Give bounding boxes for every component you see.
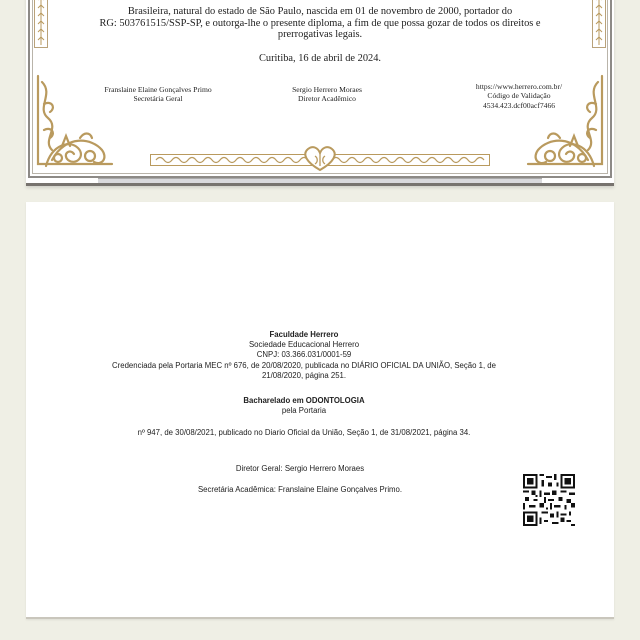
cnpj: CNPJ: 03.366.031/0001-59 <box>256 350 352 360</box>
signature-name: Franslaine Elaine Gonçalves Primo <box>104 85 212 94</box>
center-heart-ornament-icon <box>300 144 340 172</box>
degree-title: Bacharelado em ODONTOLOGIA <box>243 396 365 405</box>
portaria-detail: nº 947, de 30/08/2021, publicado no Diario Oficial da União, Seção 1, de 31/08/2021, página 34. <box>137 428 471 437</box>
diploma-body-text <box>86 6 554 41</box>
left-side-ornament-band <box>34 0 48 48</box>
signature-role: Secretária Geral <box>133 94 183 104</box>
validation-url: https://www.herrero.com.br/ <box>475 82 563 91</box>
director-general: Diretor Geral: Sergio Herrero Moraes <box>235 464 365 473</box>
institution-block <box>34 330 574 381</box>
place-and-date: Curitiba, 16 de abril de 2024. <box>258 53 382 64</box>
signature-name: Sergio Herrero Moraes <box>292 85 362 94</box>
diploma-back-page <box>26 202 614 619</box>
signature-role: Diretor Acadêmico <box>298 94 356 104</box>
frame-bottom-rule <box>26 183 614 186</box>
signature-secretary <box>88 85 228 104</box>
degree-block <box>34 396 574 416</box>
academic-secretary: Secretária Acadêmica: Franslaine Elaine Gonçalves Primo. <box>197 485 403 494</box>
body-line-2: RG: 503761515/SSP-SP, e outorga-lhe o presente diploma, a fim de que possa gozar de todos os direitos e <box>99 17 541 29</box>
body-line-3: prerrogativas legais. <box>277 29 363 41</box>
accreditation-line-2: 21/08/2020, página 251. <box>261 370 347 380</box>
accreditation-line-1: Credenciada pela Portaria MEC nº 676, de 20/08/2020, publicada no DIÁRIO OFICIAL DA UNIÃO, Seção 1, de <box>112 360 496 370</box>
body-line-1: Brasileira, natural do estado de São Paulo, nascida em 01 de novembro de 2000, portador do <box>127 6 513 17</box>
portaria-label: pela Portaria <box>281 406 327 416</box>
validation-label: Código de Validação <box>487 91 551 101</box>
qr-code-icon <box>523 474 575 526</box>
institution-name: Faculdade Herrero <box>269 330 339 339</box>
society-name: Sociedade Educacional Herrero <box>248 340 360 350</box>
diploma-front-page <box>26 0 614 186</box>
validation-block <box>444 82 594 110</box>
right-side-ornament-band <box>592 0 606 48</box>
validation-code: 4534.423.dcf00acf7466 <box>482 100 556 110</box>
signature-director <box>262 85 392 104</box>
